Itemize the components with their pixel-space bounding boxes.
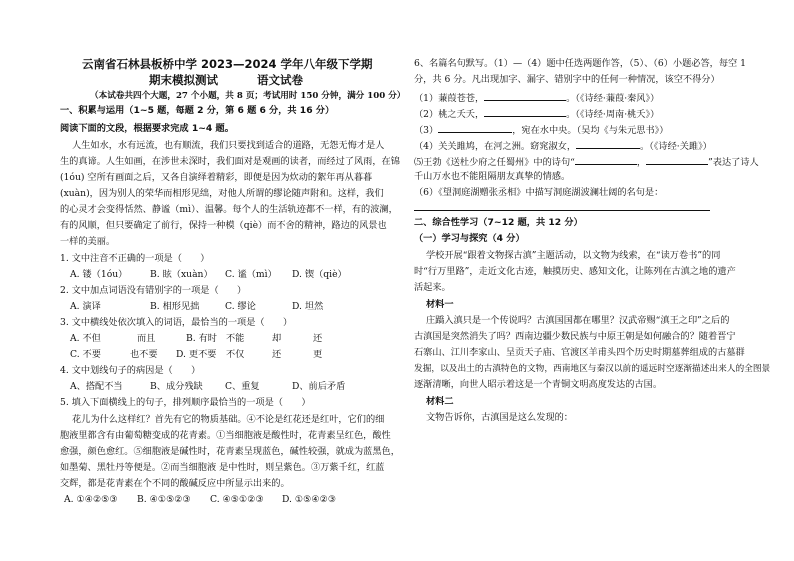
material-1-heading: 材料一	[426, 299, 454, 310]
passage-line: 花儿为什么这样红？首先有它的物质基础。④不论是红花还是红叶，它们的细	[72, 414, 385, 425]
exam-title-line1: 云南省石林县板桥中学 2023—2024 学年八年级下学期	[82, 57, 373, 71]
exam-note: （本试卷共四个大题，27 个小题，共 8 页；考试用时 150 分钟，满分 100 分）	[90, 91, 406, 101]
passage-line: 活起来。	[414, 282, 451, 293]
passage-line: (xuàn)，因为别人的荣华而相形见绌，对他人所谓的缪论随声附和。这样，我们	[60, 188, 384, 199]
q3-cell: 却	[272, 333, 282, 344]
passage-line: 如墨菊、黑牡丹等便是。②而当细胞液 是中性时，则呈紫色。③万紫千红，红蓝	[60, 462, 385, 473]
passage-line: 愈强，颜色愈红。⑤细胞液是碱性时，花青素呈现蓝色，碱性较强，就成为蓝黑色，	[60, 446, 400, 457]
passage-line: 交辉，都是花青素在个不同的酸碱反应中所显示出来的。	[60, 478, 290, 489]
passage-line: 一样的美丽。	[60, 236, 116, 247]
passage-line: 人生如水，水有远流，也有顺流，我们只要找到适合的道路，无怨无悔才是人	[72, 140, 385, 151]
recite-3	[414, 123, 668, 137]
recite-3-prefix: （3）	[414, 125, 439, 136]
q1-option-d[interactable]: D. 锲（qiè）	[292, 269, 347, 280]
passage-line: 古滇国是突然消失了吗？西南边疆少数民族与中原王朝是如何融合的？随着晋宁	[414, 331, 736, 342]
question-5: 5. 填入下面横线上的句子，排列顺序最恰当的一项是（ ）	[60, 397, 311, 408]
q3-cell: 而且	[137, 333, 156, 344]
q2-option-a[interactable]: A. 演译	[70, 301, 101, 312]
passage-line: 文物告诉你，古滇国是这么发现的：	[426, 412, 573, 423]
passage-line: 学校开展“跟着文物探古滇”主题活动，以文物为线索，在“读万卷书”的同	[426, 250, 721, 261]
q3-option-d[interactable]: D. 更不要	[176, 349, 217, 360]
recite-2	[414, 107, 659, 121]
recite-4	[414, 139, 712, 153]
passage-line: 有的风顺，但只要确定了前行，保持一种模（qiè）而不舍的精神，路边的风景也	[60, 220, 387, 231]
q3-cell: 还	[272, 349, 282, 360]
passage-line: 时“行万里路”，走近文化古迹，触摸历史、感知文化，让陈列在古滇之地的遗产	[414, 266, 736, 277]
answer-blank[interactable]	[575, 155, 637, 165]
question-2: 2. 文中加点词语没有错别字的一项是（ ）	[60, 285, 247, 296]
recite-5-prefix: ⑸王勃《送杜少府之任蜀州》中的诗句“	[414, 157, 575, 168]
q3-cell: 不能	[226, 333, 245, 344]
answer-blank[interactable]	[646, 155, 708, 165]
recite-2-source: 。（《诗经·周南·桃夭》）	[566, 109, 660, 120]
q1-option-c[interactable]: C. 谧（mì）	[225, 269, 277, 280]
exam-title-part2: 语文试卷	[257, 73, 303, 87]
q3-cell: 不仅	[226, 349, 245, 360]
recite-3-source: ，宛在水中央。（吴均《与朱元思书》）	[512, 125, 669, 136]
q3-option-c[interactable]: C. 不要	[70, 349, 101, 360]
recite-6-answer-line[interactable]	[414, 210, 710, 211]
q4-option-a[interactable]: A、搭配不当	[70, 381, 123, 392]
q2-option-d[interactable]: D. 坦然	[292, 301, 324, 312]
recite-1-prefix: （1）蒹葭苍苍，	[414, 93, 485, 104]
answer-blank[interactable]	[438, 123, 512, 133]
q3-cell: 也不要	[130, 349, 158, 360]
q5-option-a[interactable]: A. ①④②⑤③	[64, 494, 118, 505]
recite-6: （6）《望洞庭湖赠张丞相》中描写洞庭湖波澜壮阔的名句是：	[414, 187, 664, 198]
q1-option-a[interactable]: A. 镂（1óu）	[70, 269, 128, 280]
section-2-heading: 二、综合性学习（7~12 题，共 12 分）	[414, 217, 583, 228]
recite-2-prefix: （2）桃之夭夭，	[414, 109, 485, 120]
q2-option-b[interactable]: B. 相形见拙	[150, 301, 200, 312]
passage-line: 胞液里都含有由葡萄糖变成的花青素。①当细胞液是酸性时，花青素呈红色，酸性	[60, 430, 391, 441]
exam-title-part1: 期末模拟测试	[149, 73, 218, 87]
q3-option-a[interactable]: A. 不但	[70, 333, 101, 344]
answer-blank[interactable]	[576, 139, 640, 149]
passage-line: 庄蹻入滇只是一个传说吗？古滇国国都在哪里？汉武帝赐“滇王之印”之后的	[426, 315, 730, 326]
q3-cell: 更	[313, 349, 323, 360]
passage-line: 石寨山、江川李家山、呈贡天子庙、官渡区羊甫头四个历史时期墓葬组成的古墓群	[414, 347, 745, 358]
q3-cell: 还	[313, 333, 323, 344]
q4-option-c[interactable]: C、重复	[225, 381, 260, 392]
q5-option-c[interactable]: C. ④⑤①②③	[210, 494, 264, 505]
recite-5-suffix: ”表达了诗人	[708, 157, 759, 168]
section-1-instruction: 阅读下面的文段，根据要求完成 1~4 题。	[60, 123, 234, 134]
question-6-intro: 6、名篇名句默写。（1）—（4）题中任选两题作答，（5）、（6）小题必答，每空 1	[414, 58, 746, 69]
question-1: 1. 文中注音不正确的一项是（ ）	[60, 253, 210, 264]
question-4: 4. 文中划线句子的病因是（ ）	[60, 365, 201, 376]
subsection-heading: （一）学习与探究（4 分）	[414, 233, 525, 244]
recite-1	[414, 91, 659, 105]
question-3: 3. 文中横线处依次填入的词语，最恰当的一项是（ ）	[60, 317, 293, 328]
passage-line: 发掘，以及出土的古滇特色的文物，西南地区与秦汉以前的遥远时空逐渐描述出来人的全图景	[414, 364, 771, 374]
q5-option-b[interactable]: B. ④①⑤②③	[137, 494, 191, 505]
recite-4-prefix: （4）关关雎鸠，在河之洲。窈窕淑女，	[414, 141, 577, 152]
q4-option-b[interactable]: B、成分残缺	[150, 381, 203, 392]
answer-blank[interactable]	[484, 107, 566, 117]
passage-line: 逐渐清晰，向世人昭示着这是一个青铜文明高度发达的古国。	[414, 379, 663, 390]
question-6-intro-cont: 分，共 6 分。凡出现加字、漏字、错别字中的任何一种情况，该空不得分）	[414, 74, 720, 85]
answer-blank[interactable]	[484, 91, 566, 101]
q3-option-b[interactable]: B. 有时	[186, 333, 217, 344]
recite-5	[414, 155, 759, 169]
q4-option-d[interactable]: D、前后矛盾	[292, 381, 346, 392]
passage-line: 的心灵才会变得恬然、静谧（mì）、温馨。每个人的生活轨迹都不一样，有的波澜，	[60, 204, 398, 215]
recite-5-sep: ，	[636, 157, 647, 168]
passage-line: (1óu) 空所有画面之后，又各自演绎着精彩，即便是因为炊动的絮年再从暮暮	[60, 172, 373, 183]
recite-4-source: 。（《诗经·关雎》）	[640, 141, 712, 152]
recite-5-cont: 千山万水也不能阻隔朋友真挚的情感。	[414, 171, 571, 182]
section-1-heading: 一、积累与运用（1~5 题，每题 2 分，第 6 题 6 分，共 16 分）	[60, 105, 335, 116]
q1-option-b[interactable]: B. 眩（xuàn）	[150, 269, 213, 280]
passage-line: 生的真谛。人生如画，在涉世未深时，我们面对是观画的读者，而经过了风雨，在锦	[60, 156, 400, 167]
q5-option-d[interactable]: D. ①⑤④②③	[282, 494, 337, 505]
q2-option-c[interactable]: C. 缪论	[225, 301, 256, 312]
recite-1-source: 。（《诗经·蒹葭·秦风》）	[566, 93, 660, 104]
material-2-heading: 材料二	[426, 396, 454, 407]
